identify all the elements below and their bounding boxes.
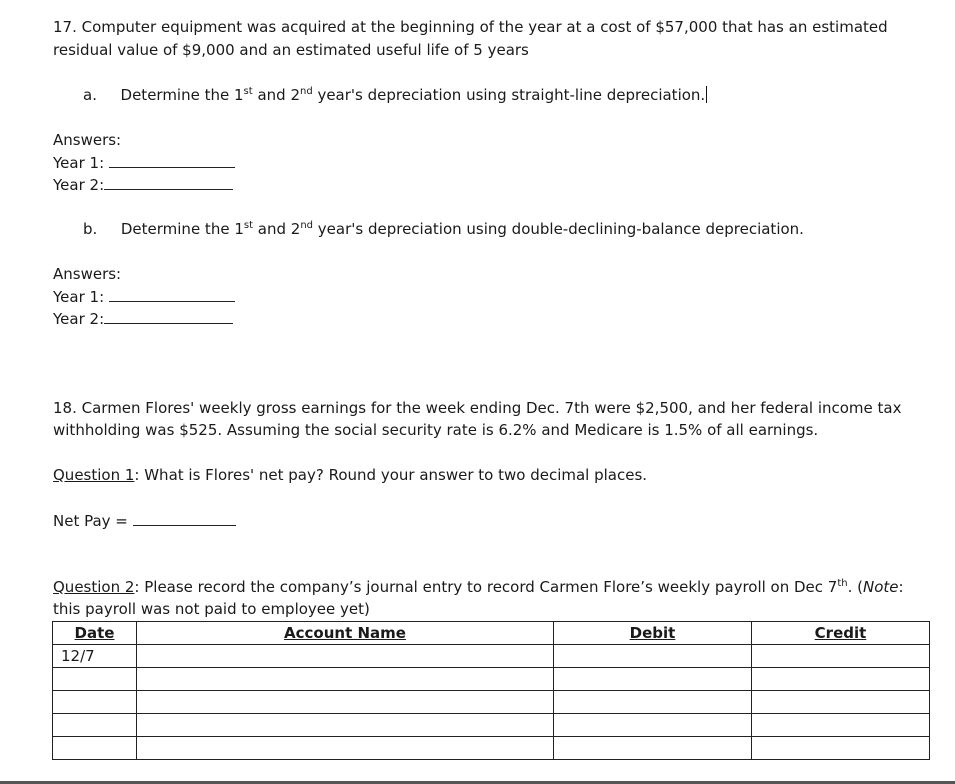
question1-label: Question 1 <box>53 466 135 484</box>
year1-label: Year 1: <box>53 154 105 172</box>
question2-text-pre: : Please record the company’s journal entry to record Carmen Flore’s weekly payroll on Dec 7 <box>134 578 838 596</box>
date-cell[interactable] <box>53 714 137 737</box>
date-cell[interactable] <box>53 691 137 714</box>
net-pay-row <box>53 511 236 530</box>
part-b-sup2: nd <box>300 220 314 231</box>
debit-cell[interactable] <box>554 714 752 737</box>
journal-header-row <box>53 622 930 645</box>
journal-row <box>53 737 930 760</box>
credit-cell[interactable] <box>752 714 930 737</box>
journal-row <box>53 668 930 691</box>
year1-answer-blank-b[interactable] <box>109 287 235 302</box>
part-a-mid: and 2 <box>252 86 300 104</box>
q18-question2-line2: this payroll was not paid to employee yet) <box>53 600 370 618</box>
answers-b-year2 <box>53 309 233 328</box>
debit-cell[interactable] <box>554 737 752 760</box>
journal-row <box>53 691 930 714</box>
account-name-cell[interactable] <box>137 691 554 714</box>
year2-label: Year 2: <box>53 310 105 328</box>
part-a-sup2: nd <box>300 86 313 97</box>
debit-cell[interactable] <box>554 645 752 668</box>
part-a-marker: a. <box>83 86 97 104</box>
q17-text-line2: residual value of $9,000 and an estimated useful life of 5 years <box>53 41 529 59</box>
answers-a-heading: Answers: <box>53 131 122 149</box>
part-b-pre: Determine the 1 <box>120 220 244 238</box>
debit-cell[interactable] <box>554 691 752 714</box>
text-cursor <box>706 86 707 103</box>
q18-question1 <box>53 466 647 484</box>
question1-text: : What is Flores' net pay? Round your answer to two decimal places. <box>134 466 648 484</box>
answers-b-year1 <box>53 287 235 306</box>
question2-label: Question 2 <box>53 578 135 596</box>
part-b-post: year's depreciation using double-declining-balance depreciation. <box>313 220 804 238</box>
q18-text-line2: withholding was $525. Assuming the social security rate is 6.2% and Medicare is 1.5% of all earnings. <box>53 421 819 439</box>
q18-question2-line1 <box>53 578 904 596</box>
part-a-pre: Determine the 1 <box>120 86 244 104</box>
date-cell[interactable] <box>53 737 137 760</box>
date-header: Date <box>53 622 137 645</box>
question2-note-label: Note <box>863 578 899 596</box>
question2-text-end: : <box>898 578 904 596</box>
part-b-sup1: st <box>243 220 254 231</box>
credit-cell[interactable] <box>752 645 930 668</box>
credit-cell[interactable] <box>752 691 930 714</box>
debit-header: Debit <box>554 622 752 645</box>
account-name-cell[interactable] <box>137 645 554 668</box>
journal-row <box>53 645 930 668</box>
credit-cell[interactable] <box>752 668 930 691</box>
q17-text-line1: 17. Computer equipment was acquired at the beginning of the year at a cost of $57,000 that has an estimated <box>53 18 888 36</box>
q17-part-a <box>83 86 707 104</box>
year2-label: Year 2: <box>53 176 105 194</box>
year2-answer-blank-a[interactable] <box>104 175 233 190</box>
year2-answer-blank-b[interactable] <box>104 309 233 324</box>
part-a-sup1: st <box>243 86 253 97</box>
part-b-mid: and 2 <box>253 220 301 238</box>
q18-text-line1: 18. Carmen Flores' weekly gross earnings for the week ending Dec. 7th were $2,500, and her federal income tax <box>53 399 902 417</box>
date-cell[interactable]: 12/7 <box>53 645 137 668</box>
answers-a-year2 <box>53 175 233 194</box>
account-name-cell[interactable] <box>137 714 554 737</box>
credit-header: Credit <box>752 622 930 645</box>
credit-cell[interactable] <box>752 737 930 760</box>
journal-entry-table <box>52 621 930 760</box>
q17-part-b <box>83 220 804 238</box>
debit-cell[interactable] <box>554 668 752 691</box>
year1-label: Year 1: <box>53 288 105 306</box>
answers-b-heading: Answers: <box>53 265 122 283</box>
date-cell[interactable] <box>53 668 137 691</box>
journal-row <box>53 714 930 737</box>
part-a-post: year's depreciation using straight-line depreciation. <box>312 86 706 104</box>
question2-text-post: . ( <box>847 578 864 596</box>
answers-a-year1 <box>53 153 235 172</box>
question2-sup: th <box>837 578 848 589</box>
net-pay-answer-blank[interactable] <box>133 511 236 526</box>
year1-answer-blank-a[interactable] <box>109 153 235 168</box>
account-name-cell[interactable] <box>137 737 554 760</box>
account-name-cell[interactable] <box>137 668 554 691</box>
account-name-header: Account Name <box>137 622 554 645</box>
net-pay-label: Net Pay = <box>53 512 133 530</box>
part-b-marker: b. <box>83 220 98 238</box>
